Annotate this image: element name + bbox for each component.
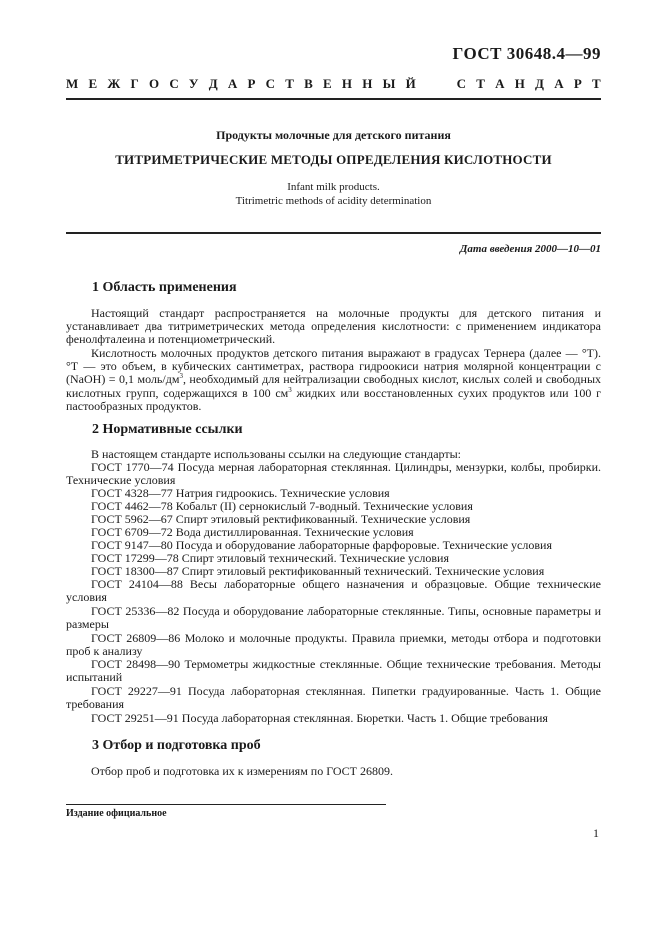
- reference-title: Посуда лабораторная стеклянная. Бюретки. Часть 1. Общие требования: [181, 711, 548, 725]
- reference-code: ГОСТ 18300—87: [91, 564, 179, 578]
- reference-title: Посуда лабораторная стеклянная. Пипетки градуированные. Часть 1. Общие требования: [66, 684, 602, 712]
- header-letter: Ы: [382, 76, 396, 91]
- reference-item: [66, 712, 601, 725]
- superscript: 3: [288, 385, 292, 394]
- document-title: ТИТРИМЕТРИЧЕСКИЕ МЕТОДЫ ОПРЕДЕЛЕНИЯ КИСЛОТНОСТИ: [115, 152, 552, 167]
- reference-code: ГОСТ 9147—80: [91, 538, 173, 552]
- header-letter: Е: [323, 76, 332, 91]
- section-1-paragraph-2-part-b: , необходимый для нейтрализации свободных кислот, кислых солей и свободных кислотных групп, содержащихся в 100 см: [66, 372, 602, 400]
- reference-item: [66, 578, 601, 604]
- section-1-heading: 1 Область применения: [92, 280, 237, 295]
- section-1-paragraph-1: Настоящий стандарт распространяется на молочные продукты для детского питания и устанавливает два титриметрических метода определения кислотности: с применением индикатора фенолфталеина и потенциометрический.: [66, 306, 601, 347]
- reference-title: Термометры жидкостные стеклянные. Общие технические требования. Методы испытаний: [66, 657, 601, 685]
- reference-title: Посуда мерная лабораторная стеклянная. Цилиндры, мензурки, колбы, пробирки. Технические условия: [66, 460, 601, 488]
- reference-title: Весы лабораторные общего назначения и образцовые. Общие технические условия: [66, 577, 601, 605]
- header-letter: Т: [285, 76, 294, 91]
- top-divider: [66, 98, 601, 100]
- header-letter: Т: [592, 76, 601, 91]
- reference-title: Посуда и оборудование лабораторные стеклянные. Типы, основные параметры и размеры: [66, 604, 601, 632]
- official-edition-label: Издание официальное: [66, 808, 167, 819]
- reference-code: ГОСТ 6709—72: [91, 525, 173, 539]
- reference-code: ГОСТ 26809—86: [91, 631, 181, 645]
- reference-code: ГОСТ 4462—78: [91, 499, 173, 513]
- introduction-date: Дата введения 2000—10—01: [459, 243, 601, 255]
- header-letter: Д: [208, 76, 218, 91]
- reference-code: ГОСТ 28498—90: [91, 657, 181, 671]
- header-letter: М: [66, 76, 79, 91]
- reference-title: Посуда и оборудование лабораторные фарфоровые. Технические условия: [175, 538, 552, 552]
- header-letter: С: [265, 76, 276, 91]
- header-letter: Т: [476, 76, 485, 91]
- reference-code: ГОСТ 29227—91: [91, 684, 182, 698]
- english-title: [66, 180, 601, 208]
- header-letter: Н: [362, 76, 373, 91]
- reference-code: ГОСТ 1770—74: [91, 460, 174, 474]
- document-subtitle: Продукты молочные для детского питания: [216, 128, 451, 142]
- reference-code: ГОСТ 24104—88: [91, 577, 183, 591]
- english-title-line-2: Titrimetric methods of acidity determination: [235, 195, 432, 207]
- section-1-paragraph-2: [66, 347, 601, 413]
- reference-code: ГОСТ 4328—77: [91, 486, 173, 500]
- header-letter: Р: [247, 76, 256, 91]
- header-letter: А: [554, 76, 564, 91]
- reference-title: Спирт этиловый ректификованный. Технические условия: [175, 512, 471, 526]
- reference-title: Натрия гидроокись. Технические условия: [175, 486, 390, 500]
- reference-title: Кобальт (II) сернокислый 7-водный. Технические условия: [175, 499, 473, 513]
- header-letter: Е: [88, 76, 98, 91]
- header-letter: В: [304, 76, 313, 91]
- section-1-paragraph-2-part-a: Кислотность молочных продуктов детского питания выражают в градусах Тернера (далее — °Т). °Т — это объем, в кубических сантиметрах, раствора гидроокиси натрия молярной концентрации c (NaOH) = 0,1 моль/дм: [66, 346, 601, 387]
- header-letter: Р: [573, 76, 582, 91]
- reference-title: Спирт этиловый ректификованный технический. Технические условия: [181, 564, 545, 578]
- header-letter: С: [169, 76, 179, 91]
- header-letter: Н: [514, 76, 525, 91]
- english-title-line-1: Infant milk products.: [287, 181, 380, 193]
- section-1-paragraph-2-part-c: жидких или восстановленных сухих продуктов или 100 г пастообразных продуктов.: [66, 385, 601, 413]
- section-3-paragraph-1: Отбор проб и подготовка их к измерениям по ГОСТ 26809.: [91, 764, 393, 778]
- header-letter: О: [148, 76, 160, 91]
- page-number: 1: [593, 826, 599, 840]
- reference-code: ГОСТ 25336—82: [91, 604, 180, 618]
- footer-divider: [66, 804, 386, 805]
- reference-code: ГОСТ 17299—78: [91, 551, 179, 565]
- header-letter: А: [495, 76, 505, 91]
- reference-code: ГОСТ 29251—91: [91, 711, 179, 725]
- section-2-intro: В настоящем стандарте использованы ссылки на следующие стандарты:: [91, 447, 462, 461]
- superscript: 3: [179, 372, 183, 381]
- reference-title: Спирт этиловый технический. Технические условия: [181, 551, 449, 565]
- reference-item: [66, 658, 601, 684]
- reference-item: [66, 632, 601, 658]
- header-letter: Д: [535, 76, 544, 91]
- header-letter: Г: [130, 76, 139, 91]
- section-2-heading: 2 Нормативные ссылки: [92, 422, 243, 437]
- title-divider: [66, 232, 601, 234]
- interstate-standard-header: [66, 76, 601, 92]
- reference-code: ГОСТ 5962—67: [91, 512, 173, 526]
- reference-title: Молоко и молочные продукты. Правила приемки, методы отбора и подготовки проб к анализу: [66, 631, 601, 659]
- section-3-heading: 3 Отбор и подготовка проб: [92, 738, 261, 753]
- standard-number: ГОСТ 30648.4—99: [452, 44, 601, 63]
- header-letter: У: [188, 76, 199, 91]
- reference-item: [66, 461, 601, 487]
- header-letter: С: [456, 76, 466, 91]
- header-letter: Н: [341, 76, 353, 91]
- header-letter: А: [227, 76, 238, 91]
- reference-item: [66, 685, 601, 711]
- reference-item: [66, 605, 601, 631]
- header-letter: Ж: [107, 76, 121, 91]
- reference-title: Вода дистиллированная. Технические условия: [175, 525, 414, 539]
- header-letter: Й: [405, 76, 416, 91]
